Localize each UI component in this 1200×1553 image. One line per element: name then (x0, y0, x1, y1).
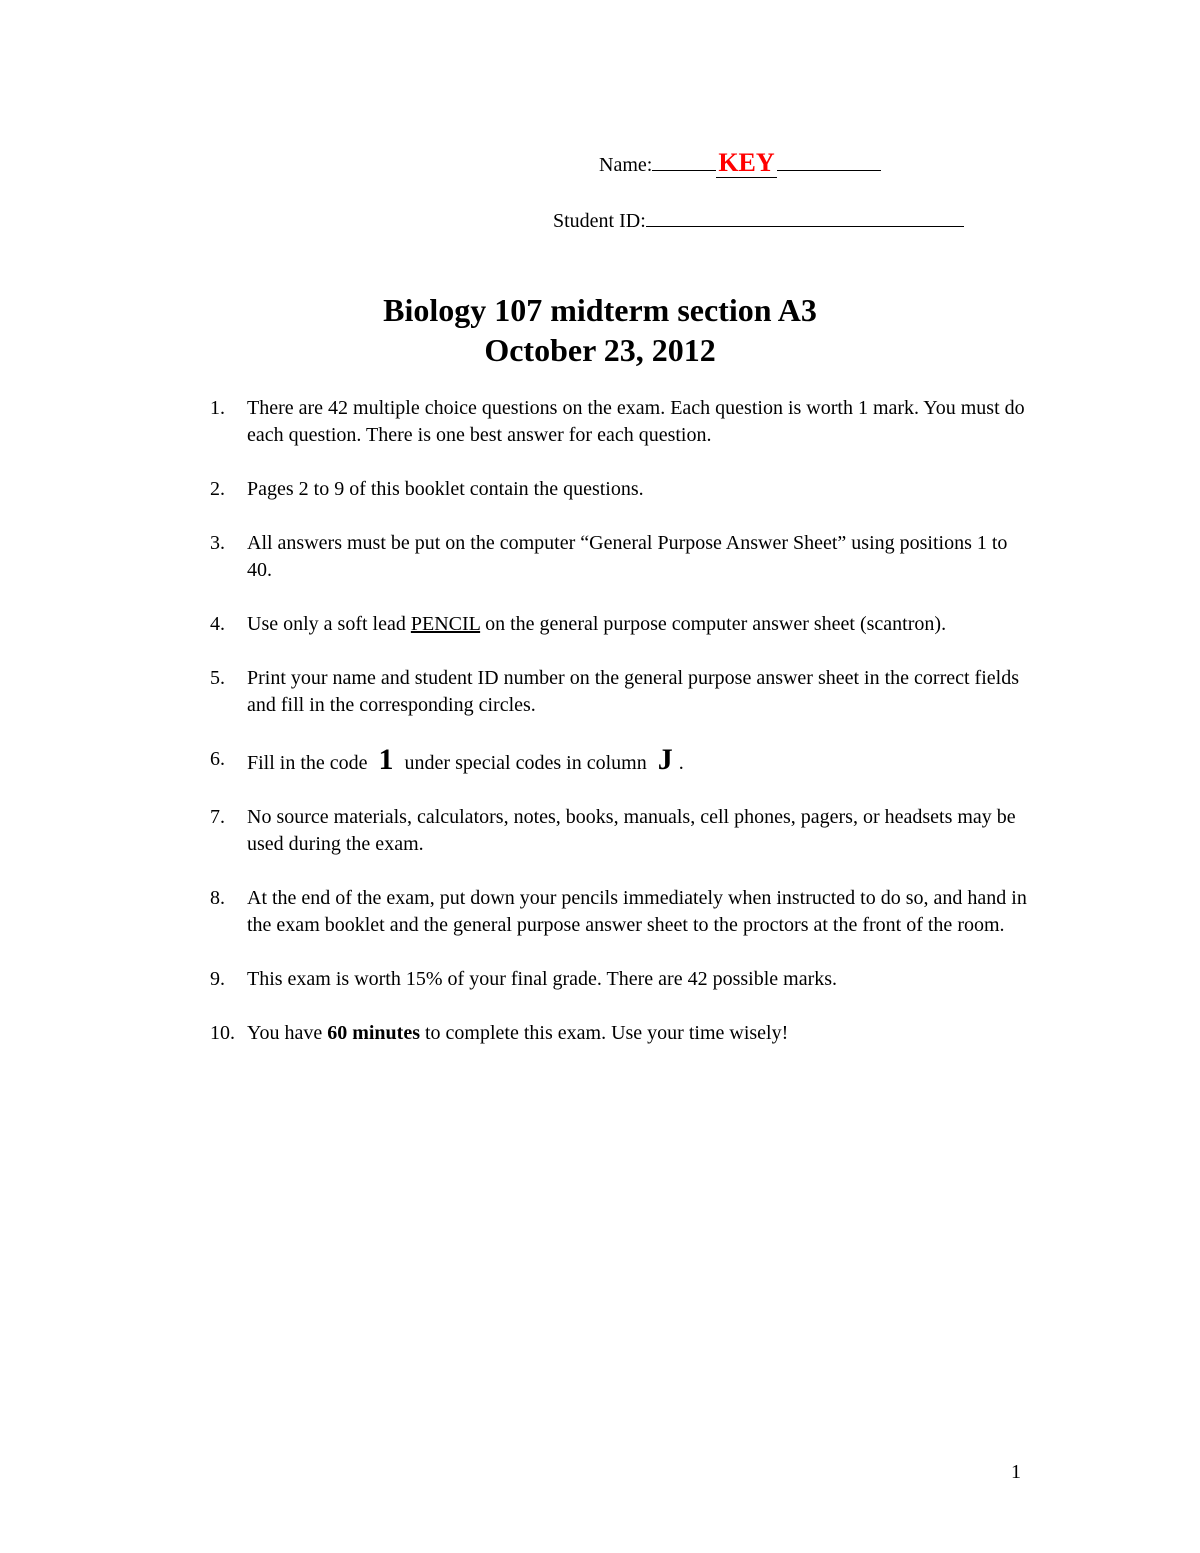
instruction-item (210, 611, 1030, 638)
instruction-number: 9. (210, 968, 225, 990)
instruction-number: 1. (210, 397, 225, 419)
exam-title-line1: Biology 107 midterm section A3 (383, 292, 817, 328)
name-field (599, 150, 881, 177)
student-id-field (553, 206, 964, 233)
special-code: 1 (378, 743, 394, 776)
instruction-number: 5. (210, 667, 225, 689)
instruction-text-part: on the general purpose computer answer sheet (scantron). (480, 613, 947, 635)
instruction-item (210, 530, 1030, 584)
instruction-item (210, 1020, 1030, 1047)
instruction-number: 2. (210, 478, 225, 500)
name-label: Name: (599, 154, 653, 176)
instruction-item (210, 743, 1030, 777)
name-blank-left (652, 150, 716, 171)
page-number: 1 (1011, 1461, 1021, 1483)
pencil-emphasis: PENCIL (410, 613, 481, 635)
instruction-item (210, 885, 1030, 939)
instruction-text-part: under special codes in column (399, 752, 652, 774)
instruction-item (210, 966, 1030, 993)
instruction-number: 3. (210, 532, 225, 554)
instruction-text-part: You have (247, 1022, 328, 1044)
student-id-blank (646, 206, 964, 227)
instruction-number: 10. (210, 1022, 235, 1044)
student-id-label: Student ID: (553, 210, 646, 232)
instruction-number: 4. (210, 613, 225, 635)
instruction-text-part: Use only a soft lead (247, 613, 411, 635)
instruction-text: This exam is worth 15% of your final grade. There are 42 possible marks. (247, 968, 838, 990)
instruction-text (247, 743, 1030, 777)
instruction-text-part: . (678, 752, 684, 774)
name-blank-right (777, 150, 881, 171)
instruction-text: At the end of the exam, put down your pencils immediately when instructed to do so, and hand in the exam booklet and the general purpose answer sheet to the proctors at the front of the room. (247, 887, 1027, 936)
instruction-text: There are 42 multiple choice questions on the exam. Each question is worth 1 mark. You must do each question. There is one best answer for each question. (247, 397, 1025, 446)
instruction-text (247, 1020, 1030, 1047)
instruction-item (210, 665, 1030, 719)
instruction-text-part: to complete this exam. Use your time wisely! (420, 1022, 789, 1044)
instruction-number: 6. (210, 748, 225, 770)
exam-title-date: October 23, 2012 (484, 332, 716, 368)
instruction-item (210, 804, 1030, 858)
instruction-number: 7. (210, 806, 225, 828)
special-code-column: J (657, 743, 673, 776)
instruction-item (210, 476, 1030, 503)
instruction-item (210, 395, 1030, 449)
instruction-text: All answers must be put on the computer “General Purpose Answer Sheet” using positions 1 to 40. (247, 532, 1008, 581)
instruction-number: 8. (210, 887, 225, 909)
instructions-list (210, 395, 1030, 1074)
instruction-text: No source materials, calculators, notes, books, manuals, cell phones, pagers, or headsets may be used during the exam. (247, 806, 1016, 855)
name-value: KEY (718, 148, 775, 177)
instruction-text (247, 611, 1030, 638)
time-limit-emphasis: 60 minutes (327, 1022, 420, 1044)
instruction-text: Pages 2 to 9 of this booklet contain the questions. (247, 478, 644, 500)
instruction-text: Print your name and student ID number on the general purpose answer sheet in the correct fields and fill in the corresponding circles. (247, 667, 1019, 716)
exam-title (0, 290, 1200, 370)
instruction-text-part: Fill in the code (247, 752, 373, 774)
